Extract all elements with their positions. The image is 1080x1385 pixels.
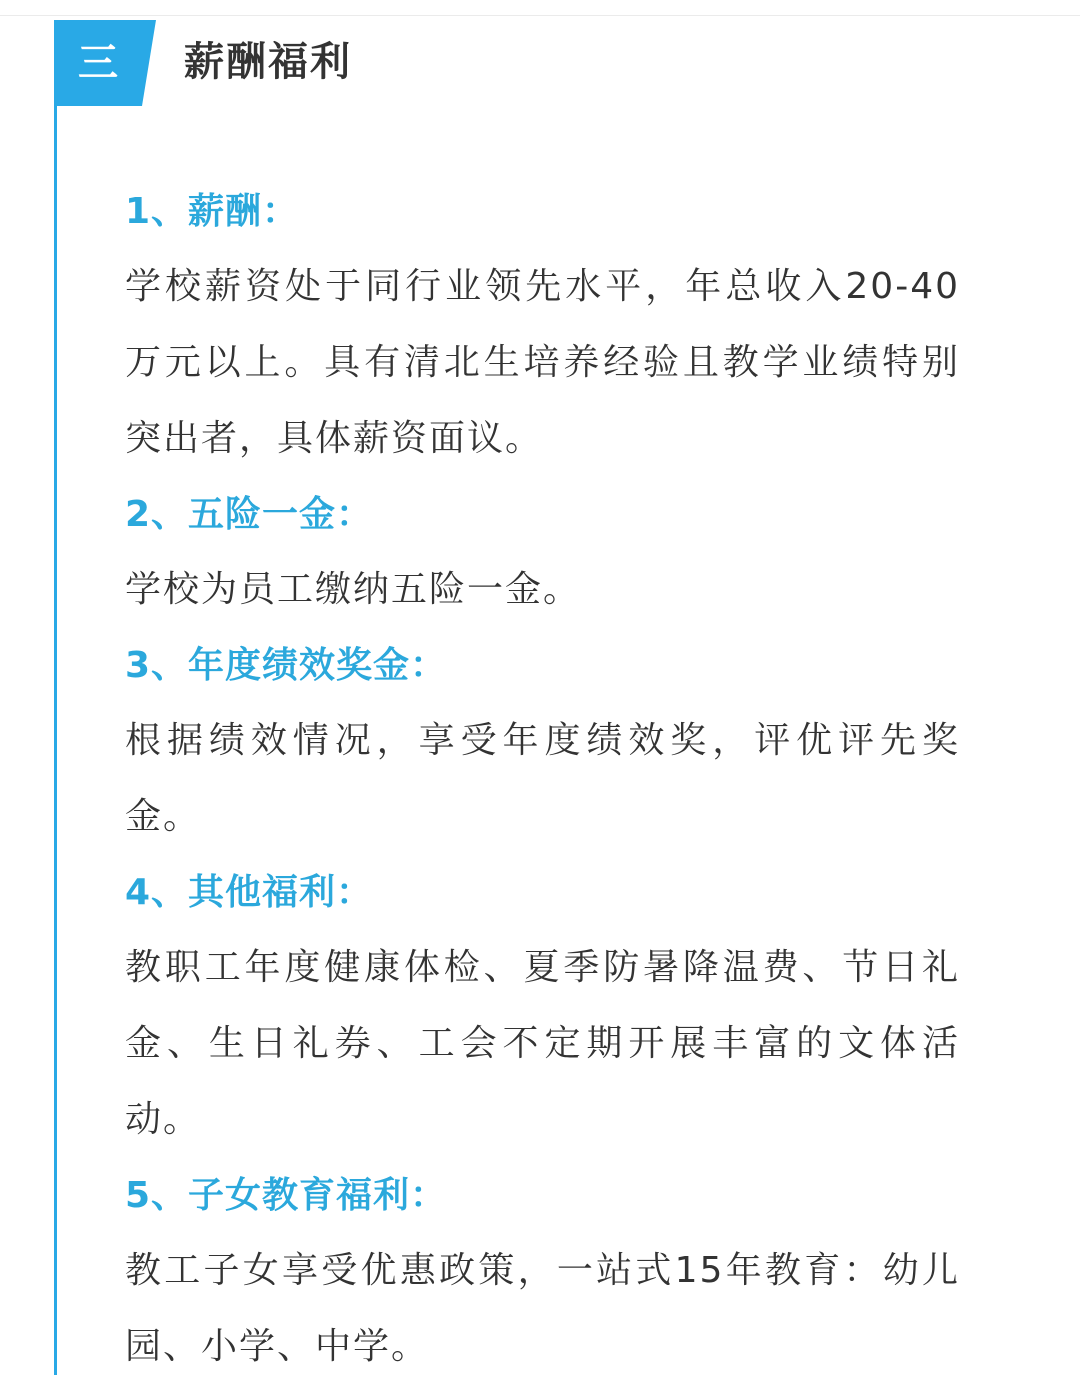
benefit-text: 学校薪资处于同行业领先水平，年总收入20-40万元以上。具有清北生培养经验且教学业绩特别突出者，具体薪资面议。 <box>125 266 960 459</box>
benefit-item-insurance <box>125 477 960 628</box>
benefit-text: 根据绩效情况，享受年度绩效奖，评优评先奖金。 <box>125 720 960 837</box>
benefit-heading: 3、年度绩效奖金： <box>125 645 448 686</box>
benefit-item-other <box>125 855 960 1158</box>
benefit-text: 教工子女享受优惠政策，一站式15年教育：幼儿园、小学、中学。 <box>125 1250 960 1367</box>
section-title: 薪酬福利 <box>184 39 352 85</box>
benefits-content <box>125 174 960 1385</box>
benefit-item-salary <box>125 174 960 477</box>
benefit-text: 学校为员工缴纳五险一金。 <box>125 569 582 610</box>
benefit-heading: 5、子女教育福利： <box>125 1175 448 1216</box>
benefit-heading: 2、五险一金： <box>125 494 374 535</box>
section-number: 三 <box>78 40 118 86</box>
benefit-heading: 1、薪酬： <box>125 191 300 232</box>
benefit-item-children-education <box>125 1158 960 1385</box>
left-accent-rule <box>54 20 57 1375</box>
benefit-heading: 4、其他福利： <box>125 872 374 913</box>
benefit-text: 教职工年度健康体检、夏季防暑降温费、节日礼金、生日礼券、工会不定期开展丰富的文体活动。 <box>125 947 960 1140</box>
top-divider <box>0 15 1080 16</box>
benefit-item-bonus <box>125 628 960 855</box>
